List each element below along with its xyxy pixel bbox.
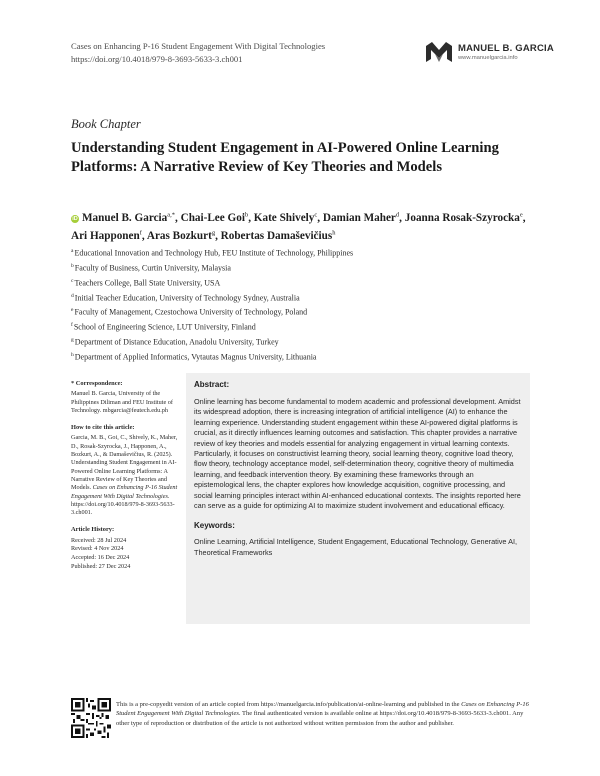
logo-url: www.manuelgarcia.info: [458, 54, 518, 61]
author-affiliation-marker: a,*: [167, 211, 176, 218]
book-title: Cases on Enhancing P-16 Student Engagement With Digital Technologies: [71, 41, 326, 51]
author-affiliation-marker: g: [211, 229, 216, 237]
history-block: [71, 526, 181, 571]
author-list: iD Manuel B. Garcia$^{a,*}$, Chai-Lee Goi$^b$, Kate Shively$^c$, Damian Maher$^d$, Joanna Rosak-Szyrocka$^e$, Ari Happonen$^f$, Aras Bozkurt$^g$, Robertas Damaševičius$^h$: [71, 211, 526, 243]
abstract-box: [186, 373, 530, 624]
author-name: Robertas Damaševičius: [220, 230, 333, 243]
cite-doi[interactable]: . https://doi.org/10.4018/979-8-3693-5633-3.ch001.: [71, 492, 175, 517]
history-item: Revised: 4 Nov 2024: [71, 545, 124, 553]
affiliation-item: $^e$Faculty of Management, Czestochowa University of Technology, Poland: [71, 307, 308, 318]
abstract-text: Online learning has become fundamental to modern academic and professional development. Amidst its widespread adoption, there is increasing integration of artificial intelligence (AI) to enhance the learning experience. Understanding student engagement within these AI-powered digital platforms is crucial, as it directly influences learning outcomes and satisfaction. This chapter provides a narrative review of key theories and models essential for analyzing engagement in virtual learning contexts. Particularly, it focuses on constructivist learning theory, social learning theory, cognitive load theory, flow theory, technology acceptance model, self-determination theory, cognitive theory of multimedia learning, and feedback intervention theory. By examining these frameworks through an epistemological lens, the chapter explores how knowledge acquisition, cognitive processing, and social learning principles interact within AI-enhanced educational contexts. The insights reported here can serve as a guide for optimizing AI to maximize student involvement and educational efficacy.: [194, 397, 521, 511]
correspondence-text: Manuel B. Garcia, University of the Philippines Diliman and FEU Institute of Technology. mbgarcia@feutech.edu.ph: [71, 390, 173, 414]
author-affiliation-marker: e: [519, 211, 523, 218]
footer-book-title: Cases on Enhancing P-16 Student Engagement With Digital Technologies: [116, 701, 529, 718]
article-sidebar: [71, 380, 181, 580]
author-name: Damian Maher: [322, 211, 396, 224]
affiliation-list: [71, 245, 353, 364]
affiliation-item: $^c$Teachers College, Ball State University, USA: [71, 277, 221, 288]
history-item: Accepted: 16 Dec 2024: [71, 553, 130, 561]
affiliation-item: $^h$Department of Applied Informatics, Vytautas Magnus University, Lithuania: [71, 352, 317, 362]
publisher-logo[interactable]: [424, 40, 554, 64]
affiliation-item: $^g$Department of Distance Education, Anadolu University, Turkey: [71, 337, 279, 347]
author-affiliation-marker: c: [314, 211, 318, 218]
author-name: Chai-Lee Goi: [180, 211, 245, 224]
chapter-type: Book Chapter: [71, 117, 141, 131]
author-affiliation-marker: d: [395, 211, 400, 218]
keywords-heading: Keywords:: [194, 521, 235, 531]
author-affiliation-marker: f: [139, 229, 142, 237]
affiliation-item: $^f$School of Engineering Science, LUT University, Finland: [71, 322, 256, 332]
running-header: [71, 40, 325, 66]
affiliation-item: $^b$Faculty of Business, Curtin University, Malaysia: [71, 262, 231, 273]
footer-notice: This is a pre-copyedit version of an article copied from https://manuelgarcia.info/publication/ai-online-learning and published in the Cases on Enhancing P-16 Student Engagement With Digital Technologies. The final authenticated version is available online at https://doi.org/10.4018/979-8-3693-5633-3.ch001. Any other type of reproduction or distribution of the article is not authorized without written permission from the author and publisher.: [116, 701, 529, 727]
cite-heading: How to cite this article:: [71, 424, 135, 432]
correspondence-heading: * Correspondence:: [71, 380, 123, 387]
paper-title: Understanding Student Engagement in AI-Powered Online Learning Platforms: A Narrative Review of Key Theories and Models: [71, 140, 499, 175]
author-affiliation-marker: b: [244, 211, 249, 218]
logo-name: MANUEL B. GARCIA: [458, 42, 554, 54]
author-name: Manuel B. Garcia: [82, 211, 168, 224]
correspondence-block: [71, 380, 181, 415]
author-name: Aras Bozkurt: [146, 230, 212, 243]
citation-block: [71, 424, 181, 517]
author-name: Joanna Rosak-Szyrocka: [404, 211, 520, 224]
cite-book-title: Cases on Enhancing P-16 Student Engagement With Digital Technologies: [71, 484, 178, 500]
author-name: Ari Happonen: [71, 230, 140, 243]
affiliation-item: $^d$Initial Teacher Education, University of Technology Sydney, Australia: [71, 292, 300, 303]
author-name: Kate Shively: [253, 211, 315, 224]
header-doi-link[interactable]: https://doi.org/10.4018/979-8-3693-5633-3.ch001: [71, 54, 243, 64]
history-item: Received: 28 Jul 2024: [71, 536, 127, 544]
history-item: Published: 27 Dec 2024: [71, 562, 131, 570]
qr-code-icon[interactable]: [71, 698, 111, 738]
keywords-text: Online Learning, Artificial Intelligence, Student Engagement, Educational Technology, Generative AI, Theoretical Frameworks: [194, 537, 518, 557]
author-affiliation-marker: h: [332, 229, 336, 237]
cite-text: Garcia, M. B., Goi, C., Shively, K., Maher, D., Rosak-Szyrocka, J., Happonen, A., Bozkurt, A., & Damaševičius, R. (2025). Understanding Student Engagement in AI-Powered Online Learning Platforms: A Narrative Review of Key Theories and Models. Cases on Enhancing P-16 Student Engagement With Digital Technologies. https://doi.org/10.4018/979-8-3693-5633-3.ch001.: [71, 434, 178, 517]
orcid-icon[interactable]: iD: [72, 215, 78, 222]
mbg-monogram-logo-icon: [424, 40, 454, 64]
abstract-heading: Abstract:: [194, 380, 230, 389]
affiliation-item: $^a$Educational Innovation and Technology Hub, FEU Institute of Technology, Philippines: [71, 248, 354, 258]
history-heading: Article History:: [71, 526, 115, 534]
